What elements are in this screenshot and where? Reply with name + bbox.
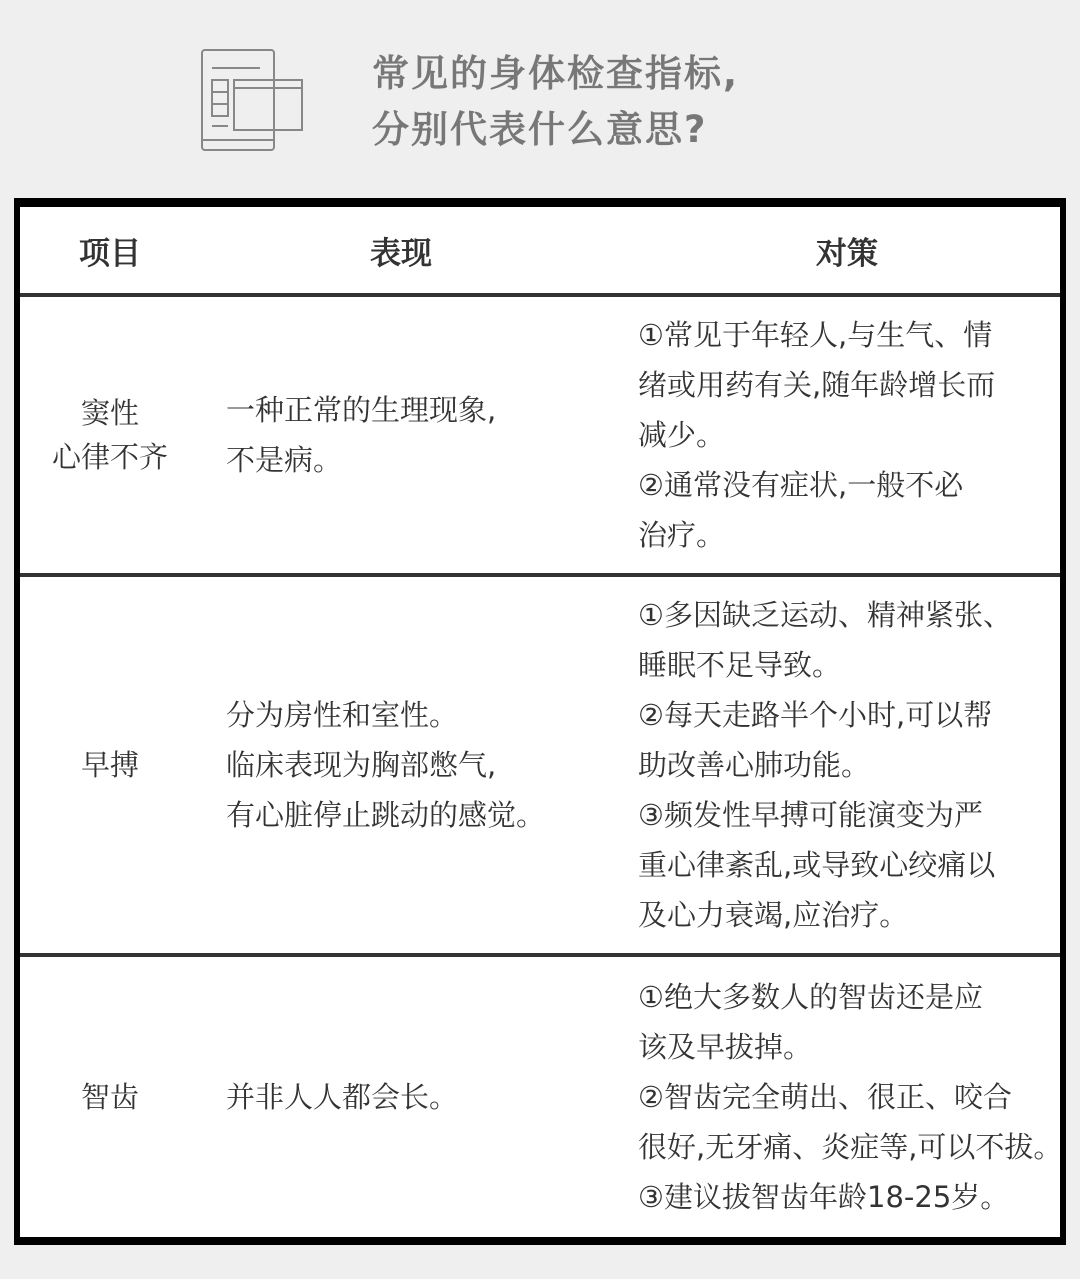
row-symptom: 分为房性和室性。 临床表现为胸部憋气, 有心脏停止跳动的感觉。 bbox=[226, 698, 546, 832]
info-table bbox=[14, 198, 1066, 1245]
document-icon bbox=[200, 48, 305, 152]
row-measure: ①多因缺乏运动、精神紧张、 睡眠不足导致。 ②每天走路半个小时,可以帮 助改善心肺功能。 ③频发性早搏可能演变为严 重心律紊乱,或导致心绞痛以 及心力衰竭,应治疗。 bbox=[638, 598, 1012, 932]
row-symptom: 并非人人都会长。 bbox=[226, 1080, 459, 1114]
row-item: 早搏 bbox=[80, 748, 139, 782]
table-row bbox=[20, 957, 1063, 1237]
row-item: 智齿 bbox=[80, 1080, 139, 1114]
row-measure: ①绝大多数人的智齿还是应 该及早拔掉。 ②智齿完全萌出、很正、咬合 很好,无牙痛、炎症等,可以不拔。 ③建议拔智齿年龄18-25岁。 bbox=[638, 980, 1063, 1214]
title-line-1: 常见的身体检查指标, bbox=[372, 52, 740, 95]
table-row bbox=[20, 577, 1060, 957]
table-header-row bbox=[20, 207, 1060, 297]
header-symptom: 表现 bbox=[370, 235, 432, 272]
row-item: 窦性 心律不齐 bbox=[51, 396, 168, 474]
page-title bbox=[372, 46, 739, 158]
row-measure: ①常见于年轻人,与生气、情 绪或用药有关,随年龄增长而 减少。 ②通常没有症状,一般不必 治疗。 bbox=[638, 318, 996, 552]
header-measure: 对策 bbox=[816, 235, 878, 272]
row-symptom: 一种正常的生理现象, 不是病。 bbox=[226, 393, 497, 477]
table-row bbox=[20, 297, 1060, 577]
header-item: 项目 bbox=[79, 235, 141, 272]
title-line-2: 分别代表什么意思? bbox=[372, 108, 708, 151]
